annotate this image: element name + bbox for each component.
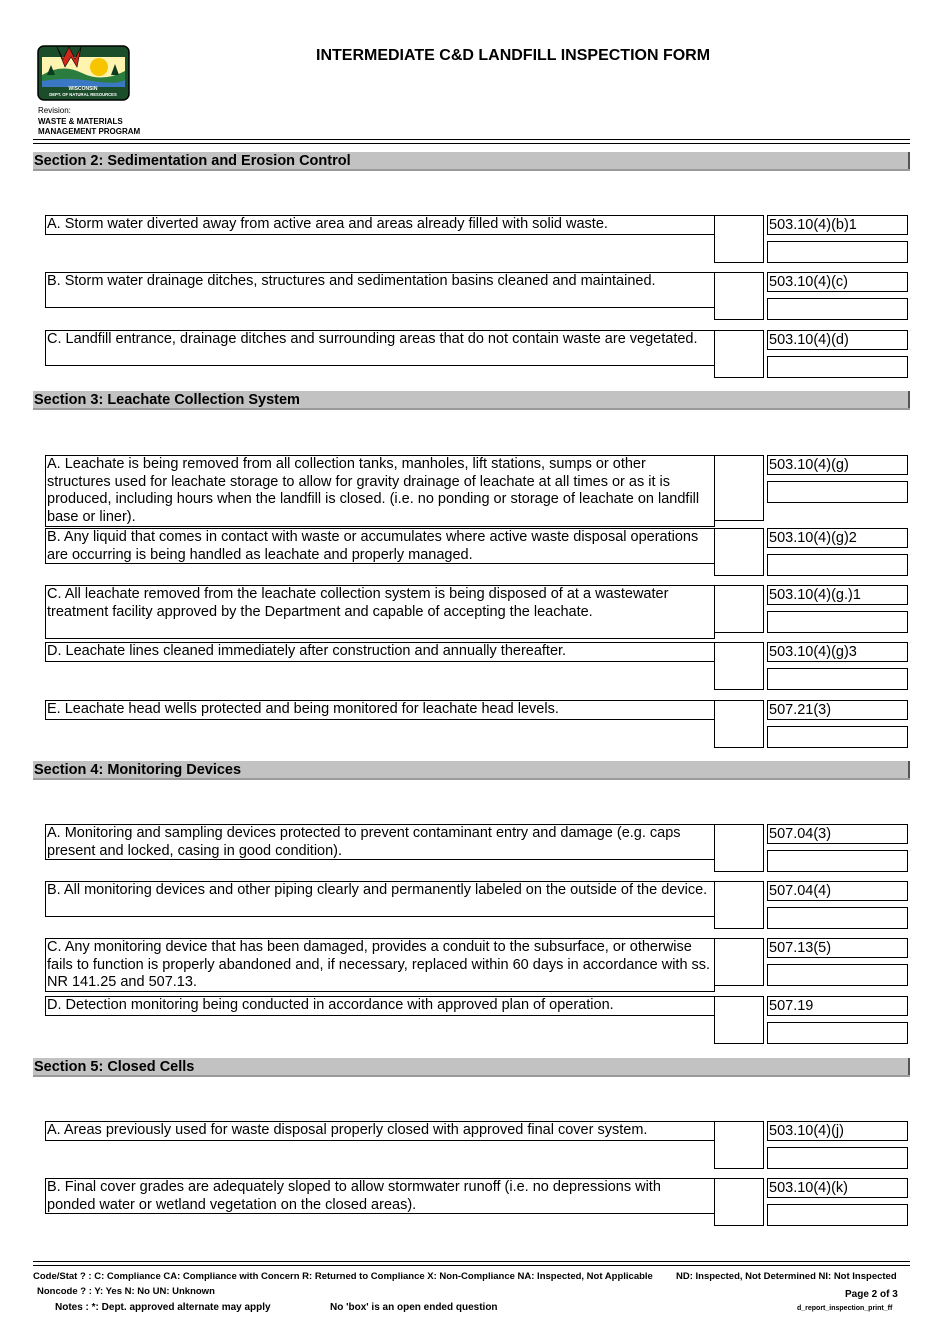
comment-box[interactable] [767, 726, 908, 748]
section-header [33, 391, 910, 410]
legend-box-note: No 'box' is an open ended question [330, 1302, 498, 1313]
question-label: D. Detection monitoring being conducted in accordance with approved plan of operation. [47, 997, 614, 1013]
status-box[interactable] [714, 1178, 764, 1226]
question-label: C. Landfill entrance, drainage ditches and surrounding areas that do not contain waste are vegetated. [47, 331, 698, 347]
question-label: B. Any liquid that comes in contact with waste or accumulates where active waste disposal operations are occurring is being handled as leachate and properly managed. [47, 529, 699, 563]
legend-codestat-2: ND: Inspected, Not Determined NI: Not Inspected [676, 1271, 897, 1282]
comment-box[interactable] [767, 1204, 908, 1226]
question-text [45, 881, 715, 917]
legend-notes: Notes : *: Dept. approved alternate may apply [55, 1302, 271, 1313]
code-reference: 507.21(3) [767, 700, 908, 720]
report-id: d_report_inspection_print_ff [797, 1305, 893, 1312]
question-label: B. All monitoring devices and other piping clearly and permanently labeled on the outside of the device. [47, 882, 708, 898]
status-box[interactable] [714, 585, 764, 633]
section-header [33, 152, 910, 171]
question-text [45, 215, 715, 235]
comment-box[interactable] [767, 554, 908, 576]
question-text [45, 1178, 715, 1214]
question-label: A. Storm water diverted away from active area and areas already filled with solid waste. [47, 216, 608, 232]
question-label: C. All leachate removed from the leachate collection system is being disposed of at a wastewater treatment facility approved by the Department and capable of accepting the leachate. [47, 586, 669, 620]
question-label: A. Monitoring and sampling devices protected to prevent contaminant entry and damage (e.g. caps present and locked, casing in good condition). [47, 825, 681, 859]
comment-box[interactable] [767, 850, 908, 872]
question-text [45, 642, 715, 662]
code-reference: 503.10(4)(k) [767, 1178, 908, 1198]
question-text [45, 330, 715, 366]
footer-divider [33, 1261, 910, 1262]
comment-box[interactable] [767, 481, 908, 503]
code-reference: 503.10(4)(g)2 [767, 528, 908, 548]
status-box[interactable] [714, 938, 764, 986]
legend-noncode: Noncode ? : Y: Yes N: No UN: Unknown [37, 1286, 215, 1297]
status-box[interactable] [714, 996, 764, 1044]
comment-box[interactable] [767, 964, 908, 986]
comment-box[interactable] [767, 668, 908, 690]
question-label: C. Any monitoring device that has been damaged, provides a conduit to the subsurface, or otherwise fails to function is properly abandoned and, if necessary, replaced within 60 days in accordance with ss. NR 141.25 and 507.13. [47, 939, 711, 990]
status-box[interactable] [714, 330, 764, 378]
code-reference: 503.10(4)(g.)1 [767, 585, 908, 605]
section-title: Section 2: Sedimentation and Erosion Control [34, 153, 351, 169]
status-box[interactable] [714, 700, 764, 748]
status-box[interactable] [714, 455, 764, 521]
code-reference: 507.04(4) [767, 881, 908, 901]
code-reference: 503.10(4)(c) [767, 272, 908, 292]
program-name [38, 117, 140, 137]
code-reference: 503.10(4)(j) [767, 1121, 908, 1141]
comment-box[interactable] [767, 1022, 908, 1044]
question-text [45, 700, 715, 720]
wdnr-logo [37, 45, 130, 101]
logo-text-1: WISCONSIN [68, 86, 98, 92]
question-label: A. Areas previously used for waste disposal properly closed with approved final cover system. [47, 1122, 648, 1138]
page-number: Page 2 of 3 [845, 1289, 898, 1300]
status-box[interactable] [714, 1121, 764, 1169]
logo-text-2: DEPT. OF NATURAL RESOURCES [49, 92, 117, 97]
question-text [45, 528, 715, 564]
header-divider [33, 139, 910, 140]
comment-box[interactable] [767, 907, 908, 929]
status-box[interactable] [714, 528, 764, 576]
form-title: INTERMEDIATE C&D LANDFILL INSPECTION FORM [316, 47, 711, 64]
code-reference: 507.13(5) [767, 938, 908, 958]
status-box[interactable] [714, 642, 764, 690]
status-box[interactable] [714, 215, 764, 263]
comment-box[interactable] [767, 1147, 908, 1169]
status-box[interactable] [714, 824, 764, 872]
question-text [45, 272, 715, 308]
question-label: B. Storm water drainage ditches, structures and sedimentation basins cleaned and maintained. [47, 273, 656, 289]
question-text [45, 585, 715, 639]
question-text [45, 455, 715, 527]
question-text [45, 996, 715, 1016]
comment-box[interactable] [767, 298, 908, 320]
legend-codestat: Code/Stat ? : C: Compliance CA: Compliance with Concern R: Returned to Compliance X: Non-Compliance NA: Inspected, Not Applicable [33, 1271, 653, 1282]
footer-divider-2 [33, 1265, 910, 1266]
code-reference: 507.19 [767, 996, 908, 1016]
comment-box[interactable] [767, 611, 908, 633]
comment-box[interactable] [767, 356, 908, 378]
header-divider-2 [33, 143, 910, 144]
code-reference: 503.10(4)(d) [767, 330, 908, 350]
section-title: Section 3: Leachate Collection System [34, 392, 300, 408]
question-text [45, 938, 715, 992]
status-box[interactable] [714, 881, 764, 929]
question-text [45, 824, 715, 860]
code-reference: 503.10(4)(g) [767, 455, 908, 475]
question-label: B. Final cover grades are adequately sloped to allow stormwater runoff (i.e. no depressions with ponded water or wetland vegetation on the closed areas). [47, 1179, 661, 1213]
code-reference: 507.04(3) [767, 824, 908, 844]
code-reference: 503.10(4)(b)1 [767, 215, 908, 235]
comment-box[interactable] [767, 241, 908, 263]
question-label: A. Leachate is being removed from all collection tanks, manholes, lift stations, sumps or other structures used for leachate storage to allow for gravity drainage of leachate at all times or as it is produced, including hours when the landfill is closed. (i.e. no ponding or storage of leachate on landfill base or liner). [47, 456, 700, 525]
section-title: Section 4: Monitoring Devices [34, 762, 242, 778]
section-title: Section 5: Closed Cells [34, 1059, 195, 1075]
section-header [33, 761, 910, 780]
question-text [45, 1121, 715, 1141]
code-reference: 503.10(4)(g)3 [767, 642, 908, 662]
program-line-2: MANAGEMENT PROGRAM [38, 127, 141, 136]
status-box[interactable] [714, 272, 764, 320]
program-line-1: WASTE & MATERIALS [38, 117, 123, 126]
question-label: E. Leachate head wells protected and being monitored for leachate head levels. [47, 701, 559, 717]
section-header [33, 1058, 910, 1077]
revision-label: Revision: [38, 106, 71, 115]
question-label: D. Leachate lines cleaned immediately after construction and annually thereafter. [47, 643, 567, 659]
